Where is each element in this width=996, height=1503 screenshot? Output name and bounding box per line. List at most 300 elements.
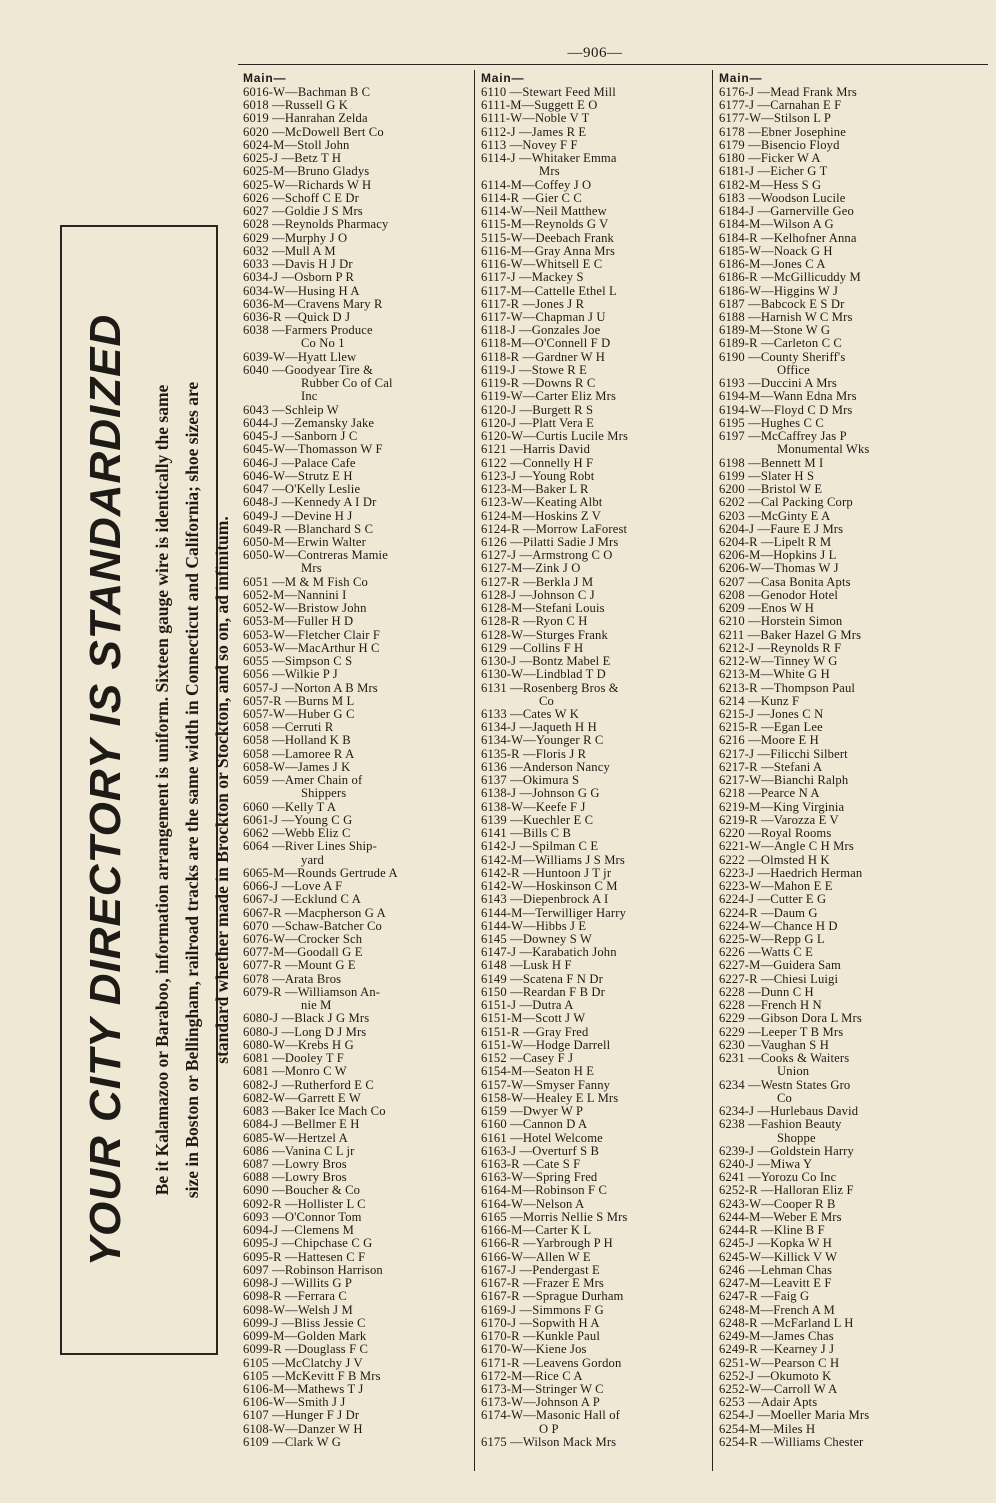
listing-entry: 6142-M—Williams J S Mrs <box>481 852 625 867</box>
listing-entry: 6065-M—Rounds Gertrude A <box>243 865 398 880</box>
listing-entry: 6217-W—Bianchi Ralph <box>719 773 849 788</box>
listing-entry: 6111-W—Noble V T <box>481 111 590 126</box>
listing-entry: 6185-W—Noack G H <box>719 243 833 258</box>
listing-entry: 6239-J —Goldstein Harry <box>719 1143 854 1158</box>
listing-continuation: Mrs <box>301 561 322 576</box>
listing-entry: 6016-W—Bachman B C <box>243 85 371 99</box>
listing-entry: 6128-R —Ryon C H <box>481 614 588 629</box>
listing-entry: 6107 —Hunger F J Dr <box>243 1408 360 1423</box>
listing-entry: 6058 —Lamoree R A <box>243 746 355 761</box>
listing-entry: 6222 —Olmsted H K <box>719 852 830 867</box>
listing-continuation: Office <box>777 362 810 377</box>
listing-entry: 6234 —Westn States Gro <box>719 1077 851 1092</box>
listing-entry: 6213-M—White G H <box>719 667 830 682</box>
listing-entry: 6123-J —Young Robt <box>481 468 595 483</box>
listing-entry: 6218 —Pearce N A <box>719 786 820 801</box>
listing-entry: 6151-J —Dutra A <box>481 998 574 1013</box>
listing-entry: 6126 —Pilatti Sadie J Mrs <box>481 534 619 549</box>
listing-entry: 6193 —Duccini A Mrs <box>719 376 837 391</box>
listing-entry: 6048-J —Kennedy A I Dr <box>243 495 377 510</box>
listing-entry: 6208 —Genodor Hotel <box>719 587 838 602</box>
listing-entry: 6045-J —Sanborn J C <box>243 429 358 444</box>
listing-entry: 6120-J —Burgett R S <box>481 402 594 417</box>
listing-entry: 6117-R —Jones J R <box>481 296 585 311</box>
listing-entry: 6052-W—Bristow John <box>243 601 367 616</box>
listing-entry: 6040 —Goodyear Tire & <box>243 362 374 377</box>
listing-entry: 6142-R —Huntoon J T jr <box>481 865 612 880</box>
listing-entry: 6097 —Robinson Harrison <box>243 1262 383 1277</box>
listing-entry: 6034-J —Osborn P R <box>243 270 355 285</box>
listing-entry: 6036-M—Cravens Mary R <box>243 296 383 311</box>
listing-entry: 6134-J —Jaqueth H H <box>481 720 597 735</box>
listing-entry: 6105 —McKevitt F B Mrs <box>243 1368 381 1383</box>
listing-entry: 6194-W—Floyd C D Mrs <box>719 402 853 417</box>
listing-entry: 6106-W—Smith J J <box>243 1395 346 1410</box>
listing-entry: 6119-R —Downs R C <box>481 376 596 391</box>
listing-entry: 6151-M—Scott J W <box>481 1011 586 1026</box>
listing-entry: 6144-M—Terwilliger Harry <box>481 905 627 920</box>
listing-entry: 6067-J —Ecklund C A <box>243 892 361 907</box>
listing-entry: 6221-W—Angle C H Mrs <box>719 839 854 854</box>
listing-entry: 6050-M—Erwin Walter <box>243 534 366 549</box>
listing-entry: 6163-W—Spring Fred <box>481 1170 598 1185</box>
listing-entry: 6164-W—Nelson A <box>481 1196 585 1211</box>
listing-continuation: Union <box>777 1064 810 1079</box>
listing-entry: 6019 —Hanrahan Zelda <box>243 111 368 126</box>
listing-entry: 6124-M—Hoskins Z V <box>481 508 602 523</box>
listing-entry: 6184-M—Wilson A G <box>719 217 834 232</box>
listing-entry: 6050-W—Contreras Mamie <box>243 548 388 563</box>
listing-entry: 6227-M—Guidera Sam <box>719 958 841 973</box>
listing-entry: 6167-R —Sprague Durham <box>481 1289 624 1304</box>
listing-entry: 6174-W—Masonic Hall of <box>481 1408 621 1423</box>
listing-entry: 6122 —Connelly H F <box>481 455 594 470</box>
listing-entry: 6139 —Kuechler E C <box>481 812 594 827</box>
listing-entry: 6119-W—Carter Eliz Mrs <box>481 389 617 404</box>
listing-entry: 6110 —Stewart Feed Mill <box>481 85 616 99</box>
listing-entry: 6025-J —Betz T H <box>243 151 342 166</box>
listing-entry: 6116-W—Whitsell E C <box>481 257 603 272</box>
listing-continuation: Inc <box>301 389 318 404</box>
listing-entry: 6188 —Harnish W C Mrs <box>719 309 853 324</box>
listing-continuation: Shippers <box>301 786 347 801</box>
listing-entry: 6147-J —Karabatich John <box>481 945 617 960</box>
listing-entry: 6173-W—Johnson A P <box>481 1395 600 1410</box>
listing-entry: 6047 —O'Kelly Leslie <box>243 482 361 497</box>
page-number: —906— <box>567 45 623 61</box>
listing-entry: 6145 —Downey S W <box>481 932 592 946</box>
listing-entry: 6170-J —Sopwith H A <box>481 1315 600 1330</box>
listing-entry: 6088 —Lowry Bros <box>243 1170 347 1185</box>
listing-entry: 6207 —Casa Bonita Apts <box>719 574 851 589</box>
listing-entry: 6254-J —Moeller Maria Mrs <box>719 1408 870 1423</box>
listing-entry: 6116-M—Gray Anna Mrs <box>481 243 616 258</box>
listing-entry: 6253 —Adair Apts <box>719 1395 818 1410</box>
listing-entry: 6087 —Lowry Bros <box>243 1156 347 1171</box>
listing-continuation: Co <box>539 693 554 708</box>
listing-entry: 6057-J —Norton A B Mrs <box>243 680 378 695</box>
listing-entry: 6223-J —Haedrich Herman <box>719 865 863 880</box>
listing-entry: 6234-J —Hurlebaus David <box>719 1104 859 1119</box>
listing-entry: 6159 —Dwyer W P <box>481 1104 584 1119</box>
listing-entry: 6081 —Monro C W <box>243 1064 347 1079</box>
listing-entry: 6241 —Yorozu Co Inc <box>719 1170 837 1185</box>
listing-entry: 6027 —Goldie J S Mrs <box>243 204 363 219</box>
listing-entry: 6248-M—French A M <box>719 1302 835 1317</box>
listing-entry: 6029 —Murphy J O <box>243 230 348 245</box>
listing-entry: 6158-W—Healey E L Mrs <box>481 1090 619 1105</box>
listing-entry: 6254-M—Miles H <box>719 1421 816 1436</box>
listing-entry: 6172-M—Rice C A <box>481 1368 583 1383</box>
listing-entry: 6082-J —Rutherford E C <box>243 1077 374 1092</box>
listing-entry: 6121 —Harris David <box>481 442 591 457</box>
listing-entry: 6252-R —Halloran Eliz F <box>719 1183 854 1198</box>
listing-entry: 6131 —Rosenberg Bros & <box>481 680 619 695</box>
listing-continuation: Co <box>777 1090 792 1105</box>
listing-entry: 6244-R —Kline B F <box>719 1223 825 1238</box>
listing-entry: 6109 —Clark W G <box>243 1434 341 1449</box>
listing-entry: 6166-R —Yarbrough P H <box>481 1236 613 1251</box>
listing-entry: 6036-R —Quick D J <box>243 309 351 324</box>
listing-entry: 6186-W—Higgins W J <box>719 283 839 298</box>
listing-entry: 6138-J —Johnson G G <box>481 786 600 801</box>
listing-entry: 6161 —Hotel Welcome <box>481 1130 603 1145</box>
listing-entry: 6198 —Bennett M I <box>719 455 824 470</box>
listing-entry: 6049-J —Devine H J <box>243 508 353 523</box>
listing-entry: 6164-M—Robinson F C <box>481 1183 608 1198</box>
listing-entry: 6114-W—Neil Matthew <box>481 204 607 219</box>
listing-entry: 6215-J —Jones C N <box>719 707 824 722</box>
listing-entry: 6124-R —Morrow LaForest <box>481 521 628 536</box>
listing-entry: 6217-R —Stefani A <box>719 759 823 774</box>
listing-entry: 6033 —Davis H J Dr <box>243 257 353 272</box>
listing-entry: 6129 —Collins F H <box>481 640 584 655</box>
listing-entry: 6163-J —Overturf S B <box>481 1143 600 1158</box>
listing-entry: 6119-J —Stowe R E <box>481 362 587 377</box>
listing-entry: 6229 —Leeper T B Mrs <box>719 1024 844 1039</box>
listing-entry: 6212-J —Reynolds R F <box>719 640 842 655</box>
listing-entry: 6225-W—Repp G L <box>719 932 825 946</box>
ad-line-1: Be it Kalamazoo or Baraboo, information arrangement is uniform. Sixteen gauge wire is identically the same <box>152 384 172 1196</box>
listing-entry: 6180 —Ficker W A <box>719 151 821 166</box>
listing-entry: 6183 —Woodson Lucile <box>719 190 846 205</box>
listing-entry: 6211 —Baker Hazel G Mrs <box>719 627 862 642</box>
listing-entry: 6032 —Mull A M <box>243 243 336 258</box>
column-heading: Main— <box>719 72 763 85</box>
listing-entry: 6034-W—Husing H A <box>243 283 360 298</box>
listing-entry: 6171-R —Leavens Gordon <box>481 1355 622 1370</box>
listing-entry: 6246 —Lehman Chas <box>719 1262 833 1277</box>
listing-entry: 6067-R —Macpherson G A <box>243 905 386 920</box>
listing-entry: 6020 —McDowell Bert Co <box>243 124 384 139</box>
listing-entry: 6249-M—James Chas <box>719 1329 834 1344</box>
listing-entry: 6224-J —Cutter E G <box>719 892 827 907</box>
listing-entry: 6176-J —Mead Frank Mrs <box>719 85 857 99</box>
listing-entry: 6018 —Russell G K <box>243 98 349 113</box>
ad-title: YOUR CITY DIRECTORY IS STANDARDIZED <box>81 313 130 1267</box>
listing-entry: 6060 —Kelly T A <box>243 799 337 814</box>
listing-entry: 6219-M—King Virginia <box>719 799 845 814</box>
listing-entry: 6098-J —Willits G P <box>243 1276 353 1291</box>
listing-entry: 6092-R —Hollister L C <box>243 1196 366 1211</box>
listing-entry: 6217-J —Filicchi Silbert <box>719 746 848 761</box>
listing-entry: 6152 —Casey F J <box>481 1051 574 1066</box>
ad-body <box>147 225 237 1355</box>
listing-entry: 6238 —Fashion Beauty <box>719 1117 842 1132</box>
listing-entry: 6061-J —Young C G <box>243 812 353 827</box>
listing-entry: 6181-J —Eicher G T <box>719 164 828 179</box>
listing-entry: 6118-R —Gardner W H <box>481 349 605 364</box>
listing-entry: 6143 —Diepenbrock A I <box>481 892 609 907</box>
listing-entry: 6224-W—Chance H D <box>719 918 838 933</box>
listing-entry: 6039-W—Hyatt Llew <box>243 349 357 364</box>
listing-entry: 6166-W—Allen W E <box>481 1249 591 1264</box>
listing-entry: 6080-J —Long D J Mrs <box>243 1024 367 1039</box>
listing-entry: 6240-J —Miwa Y <box>719 1156 813 1171</box>
listing-entry: 6093 —O'Connor Tom <box>243 1209 362 1224</box>
listing-entry: 6113 —Novey F F <box>481 137 578 152</box>
column-entries <box>481 86 710 1449</box>
listing-entry: 6130-W—Lindblad T D <box>481 667 606 682</box>
listing-continuation: Monumental Wks <box>777 442 870 457</box>
listing-entry: 6169-J —Simmons F G <box>481 1302 604 1317</box>
listing-entry: 6123-M—Baker L R <box>481 482 589 497</box>
listing-entry: 6058 —Holland K B <box>243 733 351 748</box>
listing-entry: 6046-J —Palace Cafe <box>243 455 356 470</box>
listing-entry: 6038 —Farmers Produce <box>243 323 373 338</box>
listing-entry: 6055 —Simpson C S <box>243 654 353 669</box>
listing-entry: 6249-R —Kearney J J <box>719 1342 835 1357</box>
listing-entry: 6053-M—Fuller H D <box>243 614 354 629</box>
listing-entry: 6189-M—Stone W G <box>719 323 831 338</box>
listing-entry: 6228 —Dunn C H <box>719 984 814 999</box>
listing-entry: 6085-W—Hertzel A <box>243 1130 348 1145</box>
listing-entry: 6177-J —Carnahan E F <box>719 98 842 113</box>
listing-entry: 6077-R —Mount G E <box>243 958 356 973</box>
ad-line-3: standard whether made in Brockton or Stockton, and so on, ad infinitum. <box>212 516 232 1064</box>
listing-entry: 5115-W—Deebach Frank <box>481 230 614 245</box>
column-entries <box>719 86 994 1449</box>
listing-entry: 6106-M—Mathews T J <box>243 1381 364 1396</box>
listing-entry: 6098-W—Welsh J M <box>243 1302 353 1317</box>
listing-entry: 6251-W—Pearson C H <box>719 1355 840 1370</box>
listing-entry: 6248-R —McFarland L H <box>719 1315 854 1330</box>
listing-entry: 6099-J —Bliss Jessie C <box>243 1315 366 1330</box>
listing-entry: 6062 —Webb Eliz C <box>243 826 351 841</box>
listing-entry: 6133 —Cates W K <box>481 707 579 722</box>
listing-entry: 6204-J —Faure E J Mrs <box>719 521 844 536</box>
listing-entry: 6175 —Wilson Mack Mrs <box>481 1434 617 1449</box>
listing-entry: 6086 —Vanina C L jr <box>243 1143 355 1158</box>
listing-entry: 6064 —River Lines Ship- <box>243 839 377 854</box>
listing-entry: 6112-J —James R E <box>481 124 587 139</box>
listing-entry: 6094-J —Clemens M <box>243 1223 354 1238</box>
listing-entry: 6080-J —Black J G Mrs <box>243 1011 370 1026</box>
listing-entry: 6154-M—Seaton H E <box>481 1064 595 1079</box>
listing-entry: 6148 —Lusk H F <box>481 958 572 973</box>
listing-entry: 6144-W—Hibbs J E <box>481 918 587 933</box>
listing-entry: 6219-R —Varozza E V <box>719 812 839 827</box>
listing-entry: 6053-W—MacArthur H C <box>243 640 380 655</box>
listing-entry: 6182-M—Hess S G <box>719 177 822 192</box>
column-entries <box>243 86 472 1449</box>
listing-entry: 6166-M—Carter K L <box>481 1223 592 1238</box>
listing-entry: 6099-R —Douglass F C <box>243 1342 369 1357</box>
ad-line-2: size in Boston or Bellingham, railroad tracks are the same width in Connecticut and California; shoe sizes are <box>182 381 202 1199</box>
directory-column-2 <box>481 72 710 1449</box>
listing-entry: 6117-M—Cattelle Ethel L <box>481 283 617 298</box>
listing-entry: 6105 —McClatchy J V <box>243 1355 363 1370</box>
listing-entry: 6190 —County Sheriff's <box>719 349 846 364</box>
listing-entry: 6170-R —Kunkle Paul <box>481 1329 600 1344</box>
listing-entry: 6229 —Gibson Dora L Mrs <box>719 1011 862 1026</box>
column-rule <box>474 70 475 1471</box>
listing-entry: 6108-W—Danzer W H <box>243 1421 363 1436</box>
listing-entry: 6056 —Wilkie P J <box>243 667 338 682</box>
listing-entry: 6170-W—Kiene Jos <box>481 1342 587 1357</box>
top-rule <box>238 64 988 65</box>
listing-entry: 6137 —Okimura S <box>481 773 580 788</box>
listing-entry: 6252-W—Carroll W A <box>719 1381 838 1396</box>
listing-continuation: nie M <box>301 998 332 1013</box>
listing-entry: 6173-M—Stringer W C <box>481 1381 604 1396</box>
listing-entry: 6228 —French H N <box>719 998 822 1013</box>
listing-entry: 6123-W—Keating Albt <box>481 495 603 510</box>
directory-column-1 <box>243 72 472 1449</box>
listing-continuation: O P <box>539 1421 559 1436</box>
listing-entry: 6210 —Horstein Simon <box>719 614 843 629</box>
listing-entry: 6231 —Cooks & Waiters <box>719 1051 850 1066</box>
listing-entry: 6247-M—Leavitt E F <box>719 1276 832 1291</box>
listing-entry: 6138-W—Keefe F J <box>481 799 586 814</box>
column-heading: Main— <box>481 72 525 85</box>
listing-entry: 6214 —Kunz F <box>719 693 800 708</box>
listing-entry: 6058-W—James J K <box>243 759 351 774</box>
listing-entry: 6058 —Cerruti R <box>243 720 334 735</box>
listing-entry: 6220 —Royal Rooms <box>719 826 832 841</box>
listing-entry: 6059 —Amer Chain of <box>243 773 363 788</box>
listing-entry: 6252-J —Okumoto K <box>719 1368 832 1383</box>
listing-entry: 6197 —McCaffrey Jas P <box>719 429 847 444</box>
listing-entry: 6083 —Baker Ice Mach Co <box>243 1104 386 1119</box>
listing-entry: 6134-W—Younger R C <box>481 733 604 748</box>
listing-entry: 6090 —Boucher & Co <box>243 1183 361 1198</box>
listing-entry: 6128-J —Johnson C J <box>481 587 595 602</box>
listing-continuation: Co No 1 <box>301 336 345 351</box>
listing-entry: 6095-J —Chipchase C G <box>243 1236 373 1251</box>
listing-entry: 6024-M—Stoll John <box>243 137 350 152</box>
listing-entry: 6118-M—O'Connell F D <box>481 336 611 351</box>
listing-continuation: yard <box>301 852 324 867</box>
listing-entry: 6230 —Vaughan S H <box>719 1037 829 1052</box>
listing-entry: 6245-J —Kopka W H <box>719 1236 832 1251</box>
listing-entry: 6200 —Bristol W E <box>719 482 823 497</box>
listing-entry: 6127-R —Berkla J M <box>481 574 594 589</box>
listing-entry: 6243-W—Cooper R B <box>719 1196 836 1211</box>
listing-entry: 6099-M—Golden Mark <box>243 1329 367 1344</box>
listing-entry: 6184-R —Kelhofner Anna <box>719 230 857 245</box>
listing-entry: 6070 —Schaw-Batcher Co <box>243 918 383 933</box>
listing-entry: 6186-M—Jones C A <box>719 257 826 272</box>
listing-entry: 6057-W—Huber G C <box>243 707 355 722</box>
listing-entry: 6209 —Enos W H <box>719 601 815 616</box>
listing-entry: 6179 —Bisencio Floyd <box>719 137 840 152</box>
listing-continuation: Shoppe <box>777 1130 816 1145</box>
listing-entry: 6167-R —Frazer E Mrs <box>481 1276 604 1291</box>
listing-entry: 6053-W—Fletcher Clair F <box>243 627 381 642</box>
listing-entry: 6128-M—Stefani Louis <box>481 601 605 616</box>
listing-entry: 6120-W—Curtis Lucile Mrs <box>481 429 629 444</box>
listing-entry: 6142-W—Hoskinson C M <box>481 879 618 894</box>
listing-entry: 6025-M—Bruno Gladys <box>243 164 370 179</box>
listing-entry: 6187 —Babcock E S Dr <box>719 296 845 311</box>
listing-entry: 6084-J —Bellmer E H <box>243 1117 360 1132</box>
listing-entry: 6128-W—Sturges Frank <box>481 627 608 642</box>
ad-sidebar <box>63 225 232 1355</box>
listing-entry: 6078 —Arata Bros <box>243 971 342 986</box>
listing-entry: 6244-M—Weber E Mrs <box>719 1209 842 1224</box>
listing-entry: 6025-W—Richards W H <box>243 177 372 192</box>
listing-entry: 6178 —Ebner Josephine <box>719 124 846 139</box>
listing-entry: 6114-J —Whitaker Emma <box>481 151 617 166</box>
listing-entry: 6117-W—Chapman J U <box>481 309 606 324</box>
listing-entry: 6051 —M & M Fish Co <box>243 574 368 589</box>
listing-entry: 6080-W—Krebs H G <box>243 1037 354 1052</box>
listing-entry: 6142-J —Spilman C E <box>481 839 599 854</box>
listing-entry: 6115-M—Reynolds G V <box>481 217 609 232</box>
directory-column-3 <box>719 72 994 1449</box>
listing-entry: 6167-J —Pendergast E <box>481 1262 600 1277</box>
listing-entry: 6212-W—Tinney W G <box>719 654 838 669</box>
listing-entry: 6117-J —Mackey S <box>481 270 584 285</box>
column-rule <box>712 70 713 1471</box>
listing-entry: 6224-R —Daum G <box>719 905 818 920</box>
listing-entry: 6136 —Anderson Nancy <box>481 759 610 774</box>
listing-entry: 6057-R —Burns M L <box>243 693 355 708</box>
listing-entry: 6111-M—Suggett E O <box>481 98 598 113</box>
listing-entry: 6195 —Hughes C C <box>719 415 824 430</box>
listing-entry: 6135-R —Floris J R <box>481 746 587 761</box>
listing-entry: 6177-W—Stilson L P <box>719 111 832 126</box>
listing-entry: 6052-M—Nannini I <box>243 587 347 602</box>
listing-entry: 6186-R —McGillicuddy M <box>719 270 861 285</box>
listing-entry: 6215-R —Egan Lee <box>719 720 823 735</box>
listing-entry: 6163-R —Cate S F <box>481 1156 581 1171</box>
listing-entry: 6194-M—Wann Edna Mrs <box>719 389 857 404</box>
listing-entry: 6226 —Watts C E <box>719 945 813 960</box>
listing-entry: 6157-W—Smyser Fanny <box>481 1077 611 1092</box>
listing-entry: 6028 —Reynolds Pharmacy <box>243 217 389 232</box>
listing-entry: 6223-W—Mahon E E <box>719 879 833 894</box>
column-heading: Main— <box>243 72 287 85</box>
listing-continuation: Mrs <box>539 164 560 179</box>
listing-entry: 6127-M—Zink J O <box>481 561 581 576</box>
listing-entry: 6184-J —Garnerville Geo <box>719 204 854 219</box>
listing-entry: 6150 —Reardan F B Dr <box>481 984 606 999</box>
listing-entry: 6202 —Cal Packing Corp <box>719 495 853 510</box>
listing-entry: 6076-W—Crocker Sch <box>243 932 363 946</box>
listing-entry: 6077-M—Goodall G E <box>243 945 363 960</box>
listing-entry: 6120-J —Platt Vera E <box>481 415 594 430</box>
listing-entry: 6245-W—Killick V W <box>719 1249 838 1264</box>
listing-entry: 6082-W—Garrett E W <box>243 1090 361 1105</box>
listing-entry: 6149 —Scatena F N Dr <box>481 971 603 986</box>
listing-entry: 6118-J —Gonzales Joe <box>481 323 601 338</box>
listing-entry: 6216 —Moore E H <box>719 733 819 748</box>
listing-entry: 6213-R —Thompson Paul <box>719 680 856 695</box>
listing-entry: 6227-R —Chiesi Luigi <box>719 971 839 986</box>
listing-entry: 6046-W—Strutz E H <box>243 468 353 483</box>
